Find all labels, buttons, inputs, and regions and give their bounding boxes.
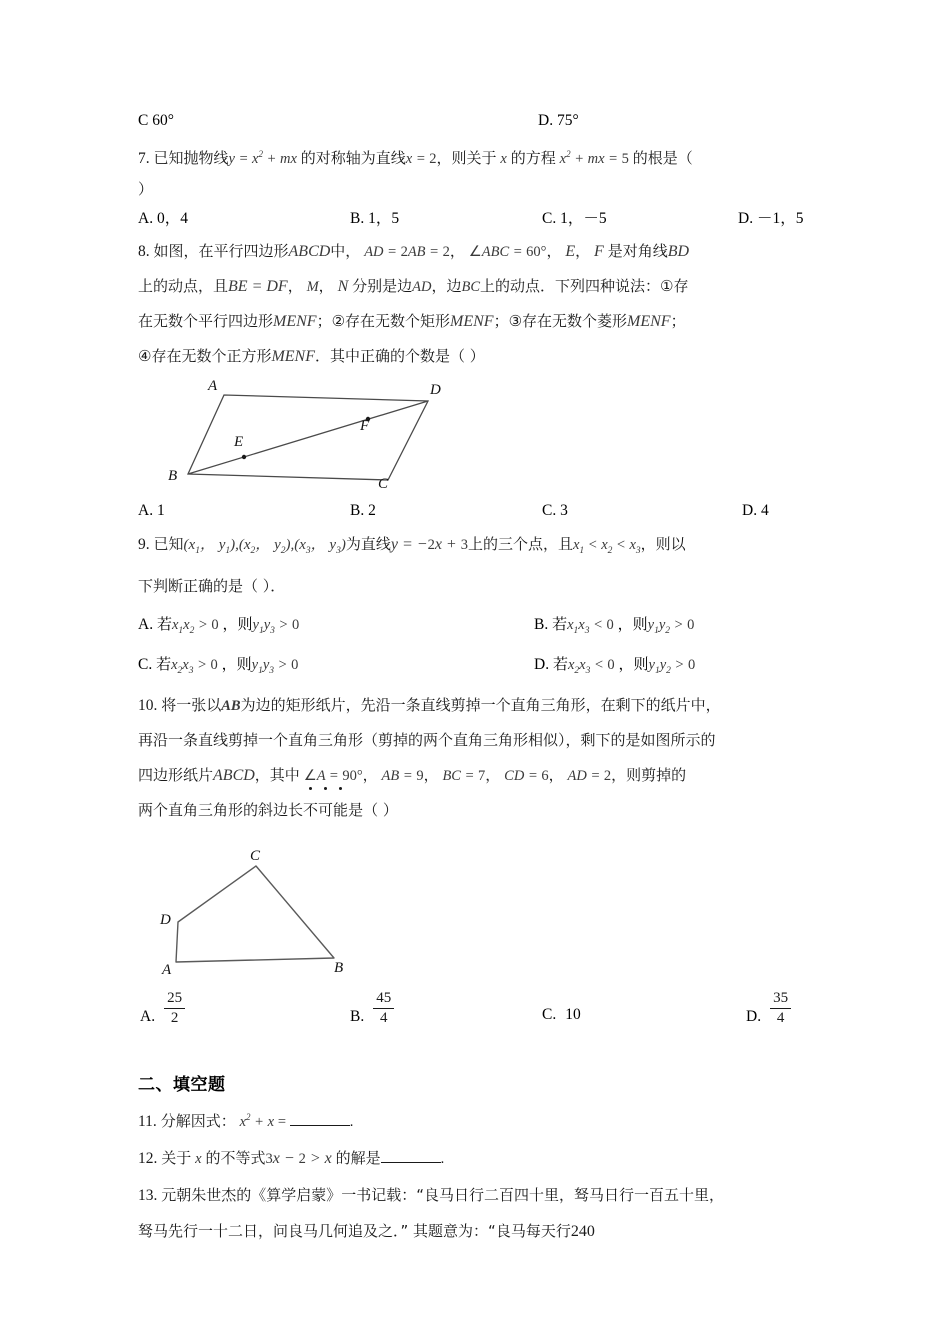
- question-10-number: 10.: [138, 696, 158, 714]
- fig8-label-E: E: [234, 433, 244, 450]
- q10-d-bar: [770, 1008, 791, 1009]
- q13-l2-a: 驽马先行一十二日，问良马几何追及之．” 其题意为：“良马每天行: [138, 1221, 571, 1240]
- q10-m-abcd: ABCD: [213, 766, 255, 784]
- q8-option-a[interactable]: A. 1: [138, 501, 165, 519]
- page-content: [138, 104, 814, 1249]
- q10-b-num: 45: [376, 989, 392, 1006]
- option-d-carryover: D. 75°: [538, 112, 579, 129]
- q10-l1-b: 为边的矩形纸片，先沿一条直线剪掉一个直角三角形，在剩下的纸片中，: [240, 695, 721, 714]
- q10-option-c-value: 10: [565, 1005, 581, 1023]
- question-9-stem-line2: [138, 569, 814, 604]
- q9-option-a[interactable]: A. 若$x_1x_2 > 0$ ，则$y_1y_3 > 0$: [138, 614, 300, 636]
- question-10-options: [138, 990, 814, 1052]
- q10-b-den: 4: [379, 1010, 388, 1027]
- option-c-carryover: C 60°: [138, 112, 174, 129]
- question-10-figure: [138, 847, 814, 990]
- q8-l2-f: 上的动点．下列四种说法：①存: [480, 276, 689, 295]
- q8-l2-d: 分别是边: [352, 276, 413, 295]
- q7-text-c: ，则关于: [436, 148, 497, 167]
- q8-m-be: BE = DF: [228, 277, 288, 295]
- q9-m-points: ($x_1$， $y_1),(x_2$， $y_2),(x_3$， $y_3$): [183, 536, 346, 556]
- q7-option-d[interactable]: D. －1，5: [738, 209, 804, 227]
- parallelogram-diagram: [156, 382, 456, 490]
- q8-l1-e: ，: [575, 241, 591, 260]
- question-8-number: 8.: [138, 242, 150, 260]
- fig10-label-A: A: [162, 961, 172, 978]
- fig10-label-B: B: [334, 959, 344, 976]
- q11-text: 分解因式：: [160, 1111, 236, 1130]
- q10-option-c-label: C.: [542, 1005, 557, 1023]
- fig8-label-A: A: [208, 377, 218, 394]
- q10-l4-b: 是（ ）: [348, 800, 398, 819]
- question-10-stem-line1: [138, 688, 814, 723]
- q9-option-c[interactable]: C. 若$x_2x_3 > 0$ ，则$y_1y_3 > 0$: [138, 654, 299, 676]
- q8-l4-a: ④存在无数个正方形: [138, 346, 272, 365]
- q12-m-x: x: [195, 1150, 202, 1167]
- q8-l3-b: ；②存在无数个矩形: [316, 311, 451, 330]
- q7-option-b[interactable]: B. 1，5: [350, 209, 400, 227]
- q10-option-b-fraction: [373, 990, 394, 1028]
- q7-close-paren: ）: [138, 179, 154, 198]
- q10-a-bar: [164, 1008, 185, 1009]
- q10-option-b-label: B.: [350, 1007, 365, 1025]
- q10-m-cd-len: CD = 6: [504, 767, 549, 784]
- question-10-stem-line4: [138, 793, 814, 828]
- q12-text-c: 的解是: [335, 1148, 381, 1167]
- q10-m-ad-len: AD = 2: [567, 767, 612, 784]
- q8-l2-b: ，: [287, 276, 303, 295]
- question-8-stem-line3: [138, 304, 814, 339]
- q10-a-den: 2: [170, 1010, 179, 1027]
- q10-l2: 再沿一条直线剪掉一个直角三角形（剪掉的两个直角三角形相似），剩下的是如图所示的: [138, 730, 716, 749]
- question-10-stem-line2: [138, 723, 814, 758]
- q10-l4-emph: 不可能: [303, 801, 348, 819]
- q8-l3-c: ；③存在无数个菱形: [493, 311, 628, 330]
- q10-option-a-fraction: [164, 990, 185, 1028]
- q11-period: .: [349, 1113, 354, 1130]
- q8-option-b[interactable]: B. 2: [350, 501, 376, 519]
- q11-answer-blank[interactable]: [290, 1112, 350, 1126]
- question-11: [138, 1099, 814, 1140]
- q10-option-d[interactable]: [746, 990, 791, 1028]
- question-8-figure: [138, 377, 814, 492]
- q8-m-bc: BC: [461, 278, 481, 295]
- carryover-option-row: [138, 104, 814, 138]
- q8-option-d[interactable]: D. 4: [742, 501, 769, 519]
- question-7-number: 7.: [138, 149, 150, 167]
- q9-option-b[interactable]: B. 若$x_1x_3 < 0$ ，则$y_1y_2 > 0$: [534, 614, 695, 636]
- q9-m-line: y = −2x + 3: [390, 535, 468, 553]
- question-9-stem-line1: [138, 526, 814, 569]
- q13-l2-num: 240: [570, 1222, 595, 1240]
- q9-l1-a: 已知: [153, 534, 184, 553]
- q12-math: 3x − 2 > x: [265, 1149, 332, 1167]
- q12-text-a: 关于: [161, 1148, 192, 1167]
- question-13-line1: [138, 1177, 814, 1214]
- q8-m-f: F: [594, 242, 604, 260]
- q12-text-b: 的不等式: [205, 1148, 266, 1167]
- q8-m-menf-1: MENF: [273, 312, 317, 330]
- question-12: [138, 1140, 814, 1177]
- q10-l3-e: ，: [485, 765, 501, 784]
- q8-m-menf-2: MENF: [450, 312, 494, 330]
- q10-l3-d: ，: [423, 765, 439, 784]
- q8-l3-a: 在无数个平行四边形: [138, 311, 274, 330]
- q10-option-a-label: A.: [140, 1007, 156, 1025]
- question-8-stem-line2: [138, 269, 814, 304]
- q8-m-abcd: ABCD: [288, 242, 331, 260]
- fig8-label-B: B: [168, 467, 178, 484]
- q9-option-d[interactable]: D. 若$x_2x_3 < 0$ ，则$y_1y_2 > 0$: [534, 654, 696, 676]
- q8-m-ad2: AD: [412, 278, 432, 295]
- q8-l1-f: 是对角线: [607, 241, 668, 260]
- q10-m-ab: AB: [221, 697, 241, 714]
- question-7-stem-line2: [138, 175, 814, 204]
- question-7-stem: 7. 已知抛物线$y = x^2$ + mx 的对称轴为直线x = 2，则关于 x 的方程 $x^2$ + mx = 5 的根是（: [138, 148, 693, 167]
- q9-l1-b: 为直线: [345, 534, 391, 553]
- q10-m-angle: ∠A = 90°: [303, 767, 363, 784]
- fig8-label-D: D: [430, 381, 441, 398]
- q8-m-m: M: [306, 278, 319, 295]
- q9-m-ineq: $x_1 < x_2 < x_3$: [572, 536, 641, 556]
- q10-l3-b: ，其中: [254, 765, 300, 784]
- question-9-options-row2: [138, 644, 814, 684]
- section-2-heading: 二、填空题: [138, 1074, 226, 1095]
- q7-text-e: 的根是（: [632, 148, 693, 167]
- q7-text-d: 的方程: [510, 148, 556, 167]
- q10-l3-c: ，: [362, 765, 378, 784]
- question-8-stem-line4: [138, 339, 814, 374]
- q8-m-ad: AD = 2AB = 2: [364, 243, 450, 260]
- q12-period: .: [440, 1150, 445, 1167]
- q9-l1-d: ，则以: [640, 534, 686, 553]
- q8-m-n: N: [337, 277, 349, 295]
- q7-option-a[interactable]: A. 0，4: [138, 209, 188, 227]
- q9-l1-c: 上的三个点，且: [467, 534, 573, 553]
- q10-l3-g: ，则剪掉的: [611, 765, 687, 784]
- q8-m-angle: ∠ABC = 60°: [468, 243, 547, 260]
- q8-l1-c: ，: [449, 241, 465, 260]
- q10-l1-a: 将一张以: [161, 695, 222, 714]
- q10-m-bc-len: BC = 7: [442, 767, 486, 784]
- q10-d-den: 4: [776, 1010, 785, 1027]
- fig10-label-D: D: [160, 911, 171, 928]
- question-9-number: 9.: [138, 535, 150, 553]
- q10-option-d-fraction: [770, 990, 791, 1028]
- q7-option-c[interactable]: C. 1，－5: [542, 209, 607, 227]
- q8-l1-b: 中，: [330, 241, 361, 260]
- q8-l2-c: ，: [318, 276, 334, 295]
- q10-option-c[interactable]: [542, 990, 581, 1024]
- q8-l2-e: ，边: [431, 276, 462, 295]
- question-8-stem-line1: [138, 234, 814, 269]
- question-10-stem-line3: [138, 758, 814, 793]
- question-13-line2: [138, 1214, 814, 1249]
- q10-option-b[interactable]: [350, 990, 394, 1028]
- q8-l2-a: 上的动点，且: [138, 276, 229, 295]
- q7-text-a: 已知抛物线: [153, 148, 229, 167]
- q13-l1: 元朝朱世杰的《算学启蒙》一书记载：“良马日行二百四十里，驽马日行一百五十里，: [161, 1185, 725, 1204]
- q10-option-a[interactable]: [140, 990, 185, 1028]
- fig8-label-F: F: [360, 417, 370, 434]
- question-7-options: [138, 204, 814, 234]
- q8-l4-b: ．其中正确的个数是（ ）: [315, 346, 485, 365]
- q11-equals: =: [277, 1113, 290, 1130]
- q11-math: $x^2 + x$: [239, 1111, 274, 1130]
- q7-text-b: 的对称轴为直线: [300, 148, 406, 167]
- q10-a-num: 25: [167, 989, 183, 1006]
- question-12-number: 12.: [138, 1149, 158, 1167]
- q8-l3-d: ；: [670, 311, 686, 330]
- q8-m-e: E: [565, 242, 576, 260]
- fig8-label-C: C: [378, 475, 389, 492]
- q10-option-d-label: D.: [746, 1007, 762, 1025]
- q10-l4-a: 两个直角三角形的斜边长: [138, 800, 304, 819]
- q10-d-num: 35: [773, 989, 789, 1006]
- q9-l2: 下判断正确的是（ ）．: [138, 576, 286, 595]
- q10-m-ab-len: AB = 9: [381, 767, 424, 784]
- fig10-label-C: C: [250, 847, 261, 864]
- question-8-options: [138, 496, 814, 526]
- q10-b-bar: [373, 1008, 394, 1009]
- q8-l1-a: 如图，在平行四边形: [153, 241, 289, 260]
- question-11-number: 11.: [138, 1112, 157, 1130]
- q8-m-bd: BD: [667, 242, 690, 260]
- q8-m-menf-4: MENF: [271, 347, 315, 365]
- q10-l3-a: 四边形纸片: [138, 765, 214, 784]
- question-9-options-row1: [138, 604, 814, 644]
- q8-l1-d: ，: [546, 241, 562, 260]
- q8-option-c[interactable]: C. 3: [542, 501, 568, 519]
- q8-m-menf-3: MENF: [627, 312, 671, 330]
- q12-answer-blank[interactable]: [381, 1149, 441, 1163]
- q10-l3-f: ，: [548, 765, 564, 784]
- question-13-number: 13.: [138, 1186, 158, 1204]
- quadrilateral-diagram: [166, 847, 396, 975]
